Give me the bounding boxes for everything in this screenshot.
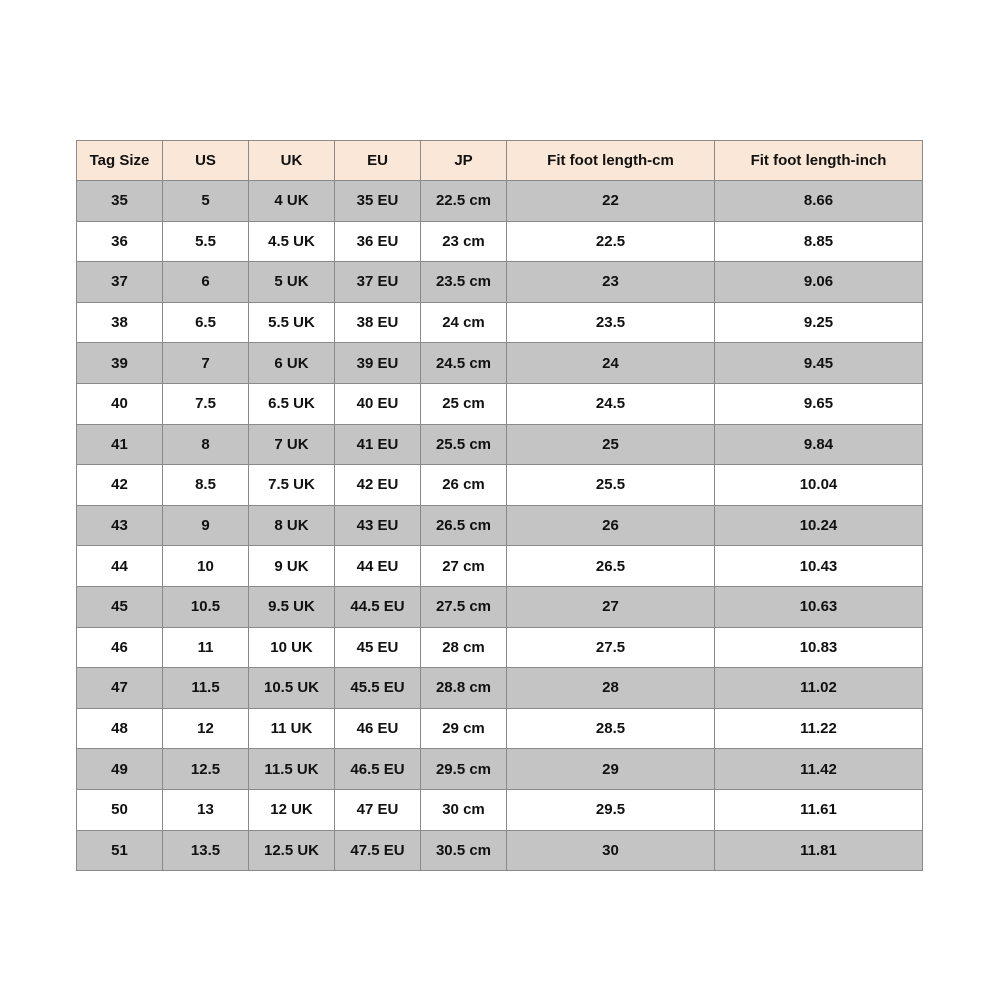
us-cell: 9	[163, 505, 249, 546]
tag-size-cell: 38	[77, 302, 163, 343]
table-row	[77, 586, 923, 627]
foot-length-cm-cell: 23	[507, 262, 715, 303]
jp-cell: 28 cm	[421, 627, 507, 668]
us-cell: 8	[163, 424, 249, 465]
uk-cell: 6.5 UK	[249, 383, 335, 424]
tag-size-cell: 44	[77, 546, 163, 587]
header-fit-foot-length-inch: Fit foot length-inch	[715, 141, 923, 181]
uk-cell: 6 UK	[249, 343, 335, 384]
foot-length-cm-cell: 25	[507, 424, 715, 465]
jp-cell: 30.5 cm	[421, 830, 507, 871]
us-cell: 6	[163, 262, 249, 303]
tag-size-cell: 50	[77, 789, 163, 830]
eu-cell: 46 EU	[335, 708, 421, 749]
eu-cell: 45 EU	[335, 627, 421, 668]
table-header	[77, 141, 923, 181]
foot-length-cm-cell: 28	[507, 668, 715, 709]
foot-length-cm-cell: 26.5	[507, 546, 715, 587]
tag-size-cell: 47	[77, 668, 163, 709]
table-row	[77, 181, 923, 222]
foot-length-inch-cell: 10.24	[715, 505, 923, 546]
uk-cell: 5 UK	[249, 262, 335, 303]
foot-length-inch-cell: 9.25	[715, 302, 923, 343]
uk-cell: 4 UK	[249, 181, 335, 222]
size-chart-table	[76, 140, 923, 871]
eu-cell: 39 EU	[335, 343, 421, 384]
jp-cell: 22.5 cm	[421, 181, 507, 222]
table-row	[77, 221, 923, 262]
uk-cell: 9.5 UK	[249, 586, 335, 627]
table-row	[77, 505, 923, 546]
tag-size-cell: 48	[77, 708, 163, 749]
us-cell: 10.5	[163, 586, 249, 627]
foot-length-inch-cell: 9.45	[715, 343, 923, 384]
eu-cell: 42 EU	[335, 465, 421, 506]
foot-length-cm-cell: 28.5	[507, 708, 715, 749]
foot-length-cm-cell: 24.5	[507, 383, 715, 424]
tag-size-cell: 37	[77, 262, 163, 303]
table-row	[77, 627, 923, 668]
jp-cell: 30 cm	[421, 789, 507, 830]
jp-cell: 24 cm	[421, 302, 507, 343]
uk-cell: 10 UK	[249, 627, 335, 668]
tag-size-cell: 40	[77, 383, 163, 424]
eu-cell: 43 EU	[335, 505, 421, 546]
eu-cell: 44.5 EU	[335, 586, 421, 627]
jp-cell: 26.5 cm	[421, 505, 507, 546]
eu-cell: 47.5 EU	[335, 830, 421, 871]
jp-cell: 23.5 cm	[421, 262, 507, 303]
uk-cell: 11.5 UK	[249, 749, 335, 790]
jp-cell: 27 cm	[421, 546, 507, 587]
uk-cell: 10.5 UK	[249, 668, 335, 709]
eu-cell: 44 EU	[335, 546, 421, 587]
jp-cell: 28.8 cm	[421, 668, 507, 709]
jp-cell: 29.5 cm	[421, 749, 507, 790]
table-row	[77, 708, 923, 749]
foot-length-inch-cell: 9.84	[715, 424, 923, 465]
table-row	[77, 465, 923, 506]
eu-cell: 38 EU	[335, 302, 421, 343]
foot-length-inch-cell: 9.06	[715, 262, 923, 303]
header-us: US	[163, 141, 249, 181]
us-cell: 7	[163, 343, 249, 384]
foot-length-cm-cell: 25.5	[507, 465, 715, 506]
eu-cell: 35 EU	[335, 181, 421, 222]
table-row	[77, 789, 923, 830]
header-jp: JP	[421, 141, 507, 181]
tag-size-cell: 46	[77, 627, 163, 668]
jp-cell: 25 cm	[421, 383, 507, 424]
table-row	[77, 343, 923, 384]
foot-length-cm-cell: 24	[507, 343, 715, 384]
table-body	[77, 181, 923, 871]
us-cell: 6.5	[163, 302, 249, 343]
tag-size-cell: 45	[77, 586, 163, 627]
tag-size-cell: 43	[77, 505, 163, 546]
foot-length-inch-cell: 8.66	[715, 181, 923, 222]
eu-cell: 40 EU	[335, 383, 421, 424]
jp-cell: 24.5 cm	[421, 343, 507, 384]
uk-cell: 9 UK	[249, 546, 335, 587]
foot-length-inch-cell: 10.04	[715, 465, 923, 506]
tag-size-cell: 51	[77, 830, 163, 871]
jp-cell: 27.5 cm	[421, 586, 507, 627]
table-row	[77, 262, 923, 303]
tag-size-cell: 42	[77, 465, 163, 506]
us-cell: 11	[163, 627, 249, 668]
us-cell: 12	[163, 708, 249, 749]
foot-length-inch-cell: 11.42	[715, 749, 923, 790]
us-cell: 10	[163, 546, 249, 587]
foot-length-cm-cell: 23.5	[507, 302, 715, 343]
tag-size-cell: 41	[77, 424, 163, 465]
foot-length-inch-cell: 8.85	[715, 221, 923, 262]
uk-cell: 12 UK	[249, 789, 335, 830]
foot-length-cm-cell: 27	[507, 586, 715, 627]
tag-size-cell: 36	[77, 221, 163, 262]
uk-cell: 12.5 UK	[249, 830, 335, 871]
us-cell: 12.5	[163, 749, 249, 790]
table-row	[77, 830, 923, 871]
table-row	[77, 424, 923, 465]
foot-length-inch-cell: 11.02	[715, 668, 923, 709]
us-cell: 13.5	[163, 830, 249, 871]
uk-cell: 7 UK	[249, 424, 335, 465]
eu-cell: 47 EU	[335, 789, 421, 830]
foot-length-inch-cell: 11.22	[715, 708, 923, 749]
eu-cell: 46.5 EU	[335, 749, 421, 790]
eu-cell: 37 EU	[335, 262, 421, 303]
uk-cell: 5.5 UK	[249, 302, 335, 343]
jp-cell: 26 cm	[421, 465, 507, 506]
foot-length-inch-cell: 9.65	[715, 383, 923, 424]
foot-length-cm-cell: 22.5	[507, 221, 715, 262]
jp-cell: 29 cm	[421, 708, 507, 749]
tag-size-cell: 49	[77, 749, 163, 790]
header-row	[77, 141, 923, 181]
tag-size-cell: 35	[77, 181, 163, 222]
header-fit-foot-length-cm: Fit foot length-cm	[507, 141, 715, 181]
header-eu: EU	[335, 141, 421, 181]
jp-cell: 23 cm	[421, 221, 507, 262]
foot-length-cm-cell: 26	[507, 505, 715, 546]
foot-length-cm-cell: 30	[507, 830, 715, 871]
header-tag-size: Tag Size	[77, 141, 163, 181]
eu-cell: 36 EU	[335, 221, 421, 262]
uk-cell: 4.5 UK	[249, 221, 335, 262]
table-row	[77, 668, 923, 709]
table-row	[77, 383, 923, 424]
table-row	[77, 546, 923, 587]
eu-cell: 41 EU	[335, 424, 421, 465]
us-cell: 5	[163, 181, 249, 222]
uk-cell: 8 UK	[249, 505, 335, 546]
eu-cell: 45.5 EU	[335, 668, 421, 709]
foot-length-inch-cell: 10.43	[715, 546, 923, 587]
us-cell: 13	[163, 789, 249, 830]
foot-length-cm-cell: 27.5	[507, 627, 715, 668]
table-row	[77, 302, 923, 343]
foot-length-cm-cell: 22	[507, 181, 715, 222]
us-cell: 5.5	[163, 221, 249, 262]
tag-size-cell: 39	[77, 343, 163, 384]
header-uk: UK	[249, 141, 335, 181]
us-cell: 11.5	[163, 668, 249, 709]
table-row	[77, 749, 923, 790]
us-cell: 7.5	[163, 383, 249, 424]
uk-cell: 11 UK	[249, 708, 335, 749]
jp-cell: 25.5 cm	[421, 424, 507, 465]
foot-length-inch-cell: 11.61	[715, 789, 923, 830]
foot-length-inch-cell: 10.63	[715, 586, 923, 627]
foot-length-cm-cell: 29	[507, 749, 715, 790]
us-cell: 8.5	[163, 465, 249, 506]
foot-length-inch-cell: 10.83	[715, 627, 923, 668]
foot-length-cm-cell: 29.5	[507, 789, 715, 830]
uk-cell: 7.5 UK	[249, 465, 335, 506]
foot-length-inch-cell: 11.81	[715, 830, 923, 871]
